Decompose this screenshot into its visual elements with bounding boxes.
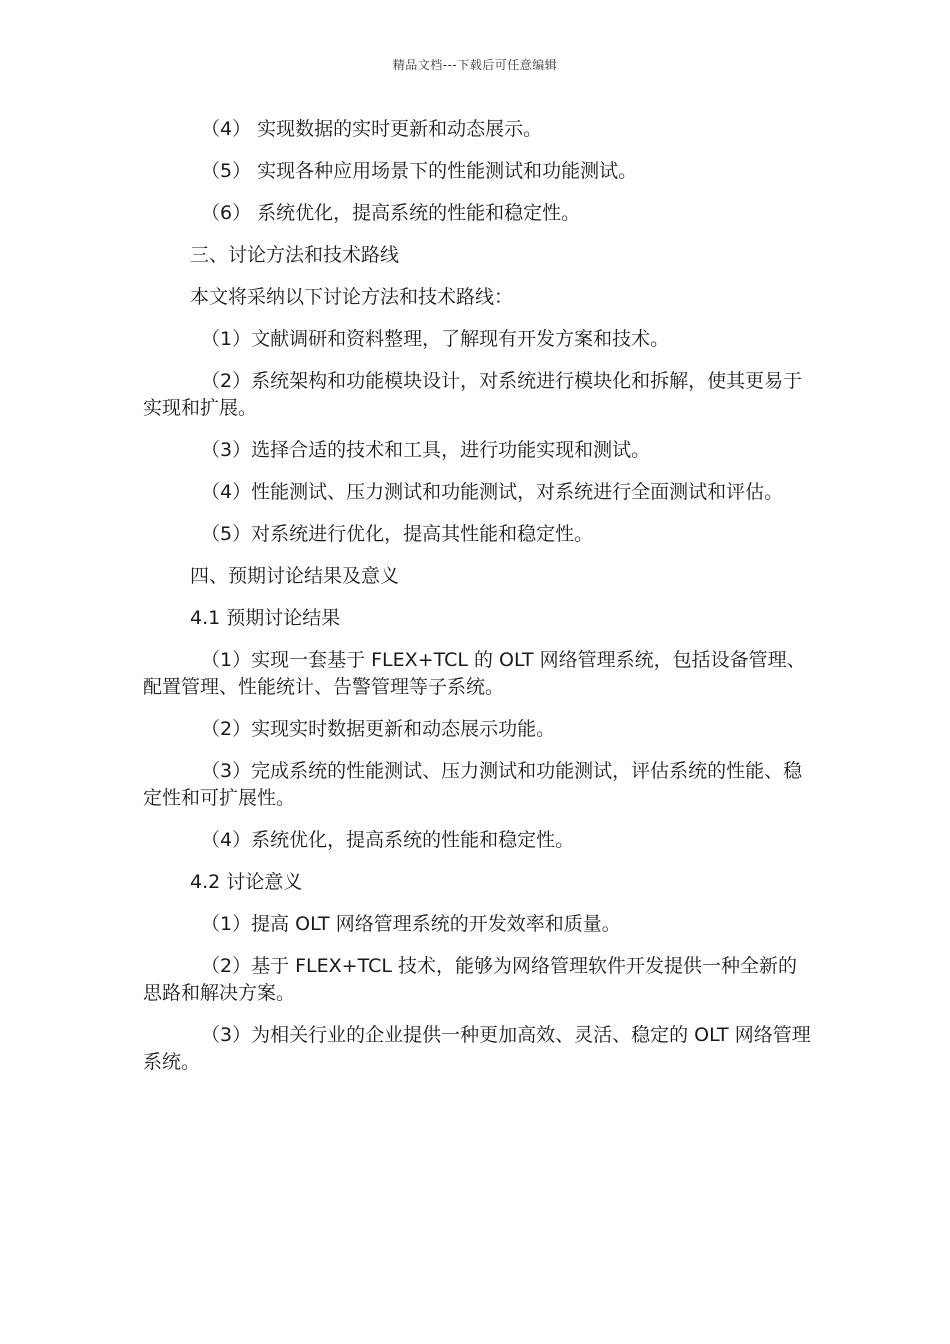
subsection-heading: 4.1 预期讨论结果 (190, 607, 341, 629)
section-heading: 三、讨论方法和技术路线 (190, 244, 400, 266)
list-item: （5）对系统进行优化，提高其性能和稳定性。 (201, 523, 594, 545)
list-item: （4）系统优化，提高系统的性能和稳定性。 (201, 829, 575, 851)
list-item: （6） 系统优化，提高系统的性能和稳定性。 (201, 202, 581, 224)
intro-paragraph: 本文将采纳以下讨论方法和技术路线： (190, 286, 514, 308)
list-item: （1）提高 OLT 网络管理系统的开发效率和质量。 (201, 913, 621, 935)
document-body (143, 116, 815, 1091)
list-item: （1）文献调研和资料整理，了解现有开发方案和技术。 (201, 328, 670, 350)
list-item: （3）为相关行业的企业提供一种更加高效、灵活、稳定的 OLT 网络管理系统。 (143, 1024, 811, 1073)
list-item: （2）系统架构和功能模块设计，对系统进行模块化和拆解，使其更易于实现和扩展。 (143, 370, 803, 419)
page-header: 精品文档---下载后可任意编辑 (392, 58, 558, 72)
list-item: （1）实现一套基于 FLEX+TCL 的 OLT 网络管理系统，包括设备管理、配置管理、性能统计、告警管理等子系统。 (143, 649, 806, 698)
list-item: （4）性能测试、压力测试和功能测试，对系统进行全面测试和评估。 (201, 481, 784, 503)
list-item: （3）选择合适的技术和工具，进行功能实现和测试。 (201, 439, 651, 461)
list-item: （5） 实现各种应用场景下的性能测试和功能测试。 (201, 160, 638, 182)
section-heading: 四、预期讨论结果及意义 (190, 565, 400, 587)
list-item: （2）实现实时数据更新和动态展示功能。 (201, 718, 556, 740)
list-item: （3）完成系统的性能测试、压力测试和功能测试，评估系统的性能、稳定性和可扩展性。 (143, 760, 803, 809)
subsection-heading: 4.2 讨论意义 (190, 871, 303, 893)
list-item: （4） 实现数据的实时更新和动态展示。 (201, 118, 543, 140)
list-item: （2）基于 FLEX+TCL 技术，能够为网络管理软件开发提供一种全新的思路和解决方案。 (143, 955, 797, 1004)
